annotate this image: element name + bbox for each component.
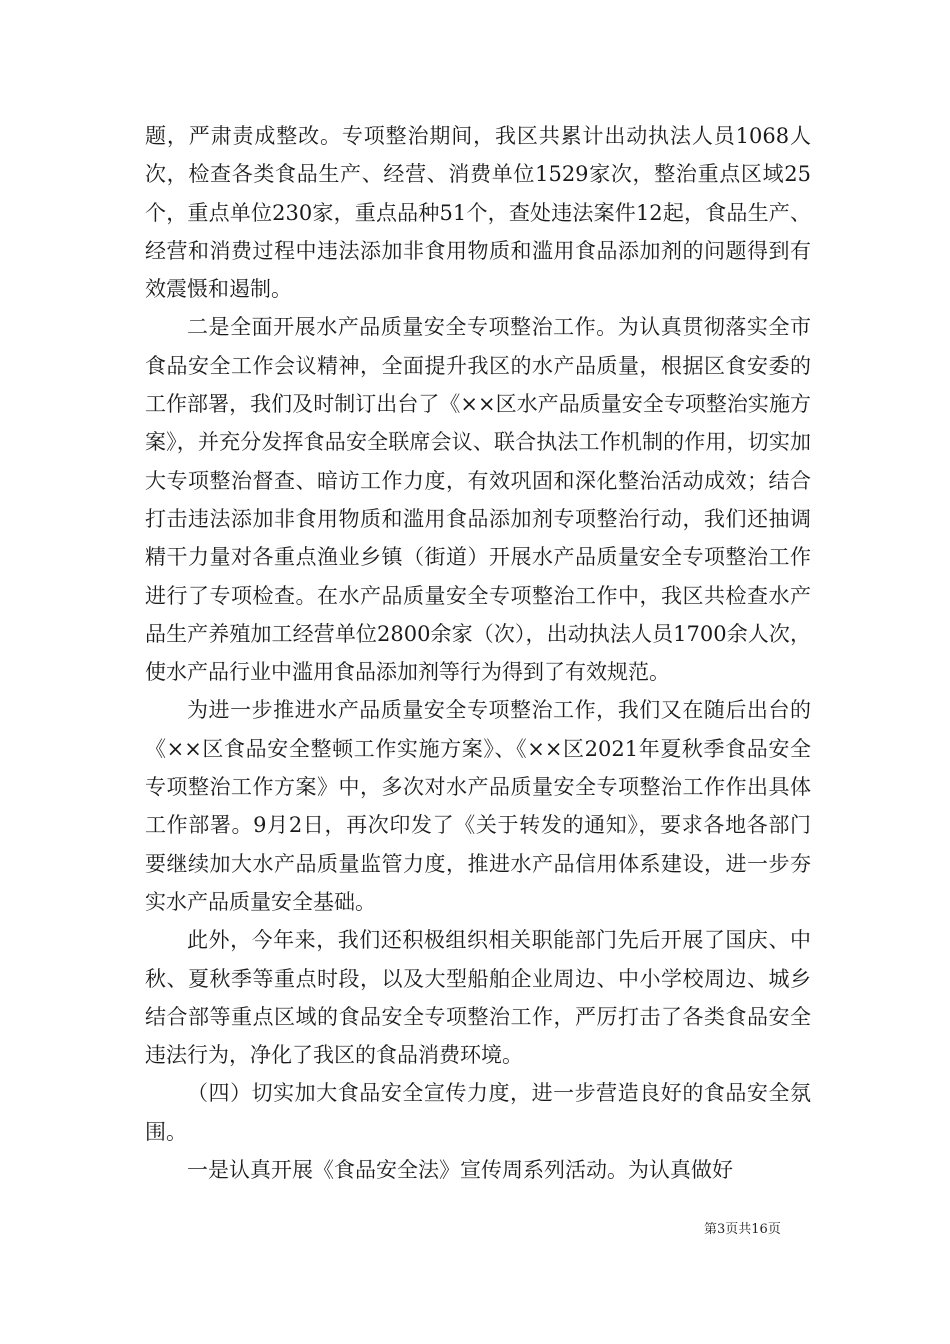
paragraph-further-promotion: 为进一步推进水产品质量安全专项整治工作，我们又在随后出台的《××区食品安全整顿工作实施方案》、《××区2021年夏秋季食品安全专项整治工作方案》中，多次对水产品质量安全专项整治工作作出具体工作部署。9月2日，再次印发了《关于转发的通知》，要求各地各部门要继续加大水产品质量监管力度，推进水产品信用体系建设，进一步夯实水产品质量安全基础。 [145, 698, 811, 914]
paragraph-continuation: 题，严肃责成整改。专项整治期间，我区共累计出动执法人员1068人次，检查各类食品生产、经营、消费单位1529家次，整治重点区域25个，重点单位230家，重点品种51个，查处违法案件12起，食品生产、经营和消费过程中违法添加非食用物质和滥用食品添加剂的问题得到有效震慑和遏制。 [145, 124, 811, 302]
paragraph-additionally: 此外，今年来，我们还积极组织相关职能部门先后开展了国庆、中秋、夏秋季等重点时段，以及大型船舶企业周边、中小学校周边、城乡结合部等重点区域的食品安全专项整治工作，严厉打击了各类食品安全违法行为，净化了我区的食品消费环境。 [145, 928, 811, 1068]
paragraph-food-safety-law-week: 一是认真开展《食品安全法》宣传周系列活动。为认真做好 [187, 1158, 733, 1183]
document-body [145, 117, 811, 1189]
page-number: 第3页共16页 [704, 1222, 781, 1237]
paragraph-aquatic-rectification: 二是全面开展水产品质量安全专项整治工作。为认真贯彻落实全市食品安全工作会议精神，全面提升我区的水产品质量，根据区食安委的工作部署，我们及时制订出台了《××区水产品质量安全专项整治实施方案》，并充分发挥食品安全联席会议、联合执法工作机制的作用，切实加大专项整治督查、暗访工作力度，有效巩固和深化整治活动成效；结合打击违法添加非食用物质和滥用食品添加剂专项整治行动，我们还抽调精干力量对各重点渔业乡镇（街道）开展水产品质量安全专项整治工作进行了专项检查。在水产品质量安全专项整治工作中，我区共检查水产品生产养殖加工经营单位2800余家（次），出动执法人员1700余人次，使水产品行业中滥用食品添加剂等行为得到了有效规范。 [145, 315, 811, 685]
section-heading-four: （四）切实加大食品安全宣传力度，进一步营造良好的食品安全氛围。 [145, 1081, 811, 1144]
